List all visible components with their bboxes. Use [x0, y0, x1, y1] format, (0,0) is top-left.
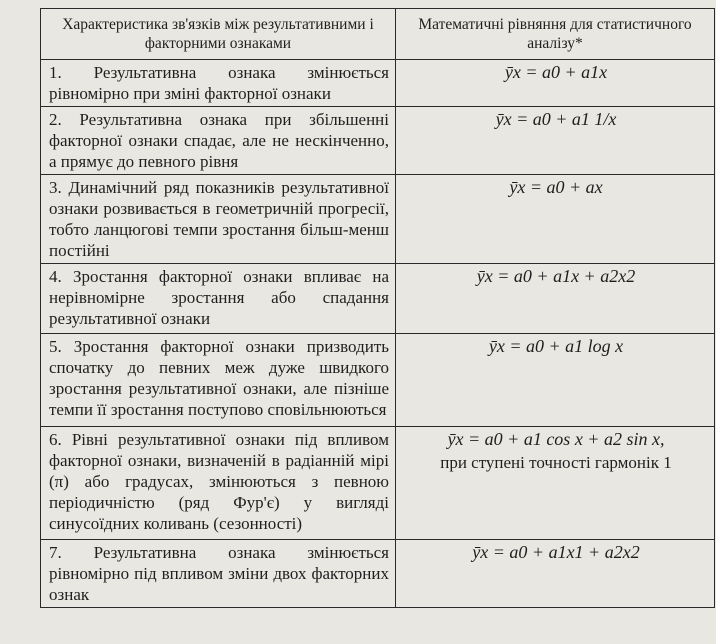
header-equations: Математичні рівняння для статистичного аналізу* [396, 9, 715, 60]
row-formula: ȳx = a0 + a1x1 + a2x2 [396, 540, 715, 608]
row-description: 6. Рівні результативної ознаки під впливом факторної ознаки, визначеній в радіанній мірі (π) або градусах, змінюються з певною періодичністю (ряд Фур'є) у вигляді синусоїдних коливань (сезонності) [41, 427, 396, 540]
row-description: 3. Динамічний ряд показників результативної ознаки розвивається в геометричній прогресії, тобто ланцюгові темпи зростання більш-менш постійні [41, 175, 396, 264]
row-formula: ȳx = a0 + a1x [396, 60, 715, 107]
table-row [41, 107, 715, 175]
row-formula: ȳx = a0 + a1x + a2x2 [396, 264, 715, 334]
row-formula: ȳx = a0 + a1 log x [396, 334, 715, 427]
header-characteristic: Характеристика зв'язків між результативними і факторними ознаками [41, 9, 396, 60]
table-row [41, 540, 715, 608]
row-description: 4. Зростання факторної ознаки впливає на нерівномірне зростання або спадання результативної ознаки [41, 264, 396, 334]
row-formula: ȳx = a0 + a1 1/x [396, 107, 715, 175]
table-row [41, 427, 715, 540]
formula-note: при ступені точності гармонік 1 [440, 453, 672, 472]
table-row [41, 334, 715, 427]
row-description: 2. Результативна ознака при збільшенні факторної ознаки спадає, але не нескінченно, а прямує до певного рівня [41, 107, 396, 175]
row-description: 5. Зростання факторної ознаки призводить спочатку до певних меж дуже швидкого зростання результативної ознаки, але пізніше темпи її зростання поступово сповільнюються [41, 334, 396, 427]
row-formula-cell [396, 427, 715, 540]
row-formula: ȳx = a0 + ax [396, 175, 715, 264]
row-description: 7. Результативна ознака змінюється рівномірно під впливом зміни двох факторних ознак [41, 540, 396, 608]
row-formula: ȳx = a0 + a1 cos x + a2 sin x, [447, 429, 665, 449]
regression-types-table [40, 8, 715, 608]
table-header-row [41, 9, 715, 60]
row-description: 1. Результативна ознака змінюється рівномірно при зміні факторної ознаки [41, 60, 396, 107]
table-row [41, 175, 715, 264]
table-row [41, 264, 715, 334]
table-row [41, 60, 715, 107]
